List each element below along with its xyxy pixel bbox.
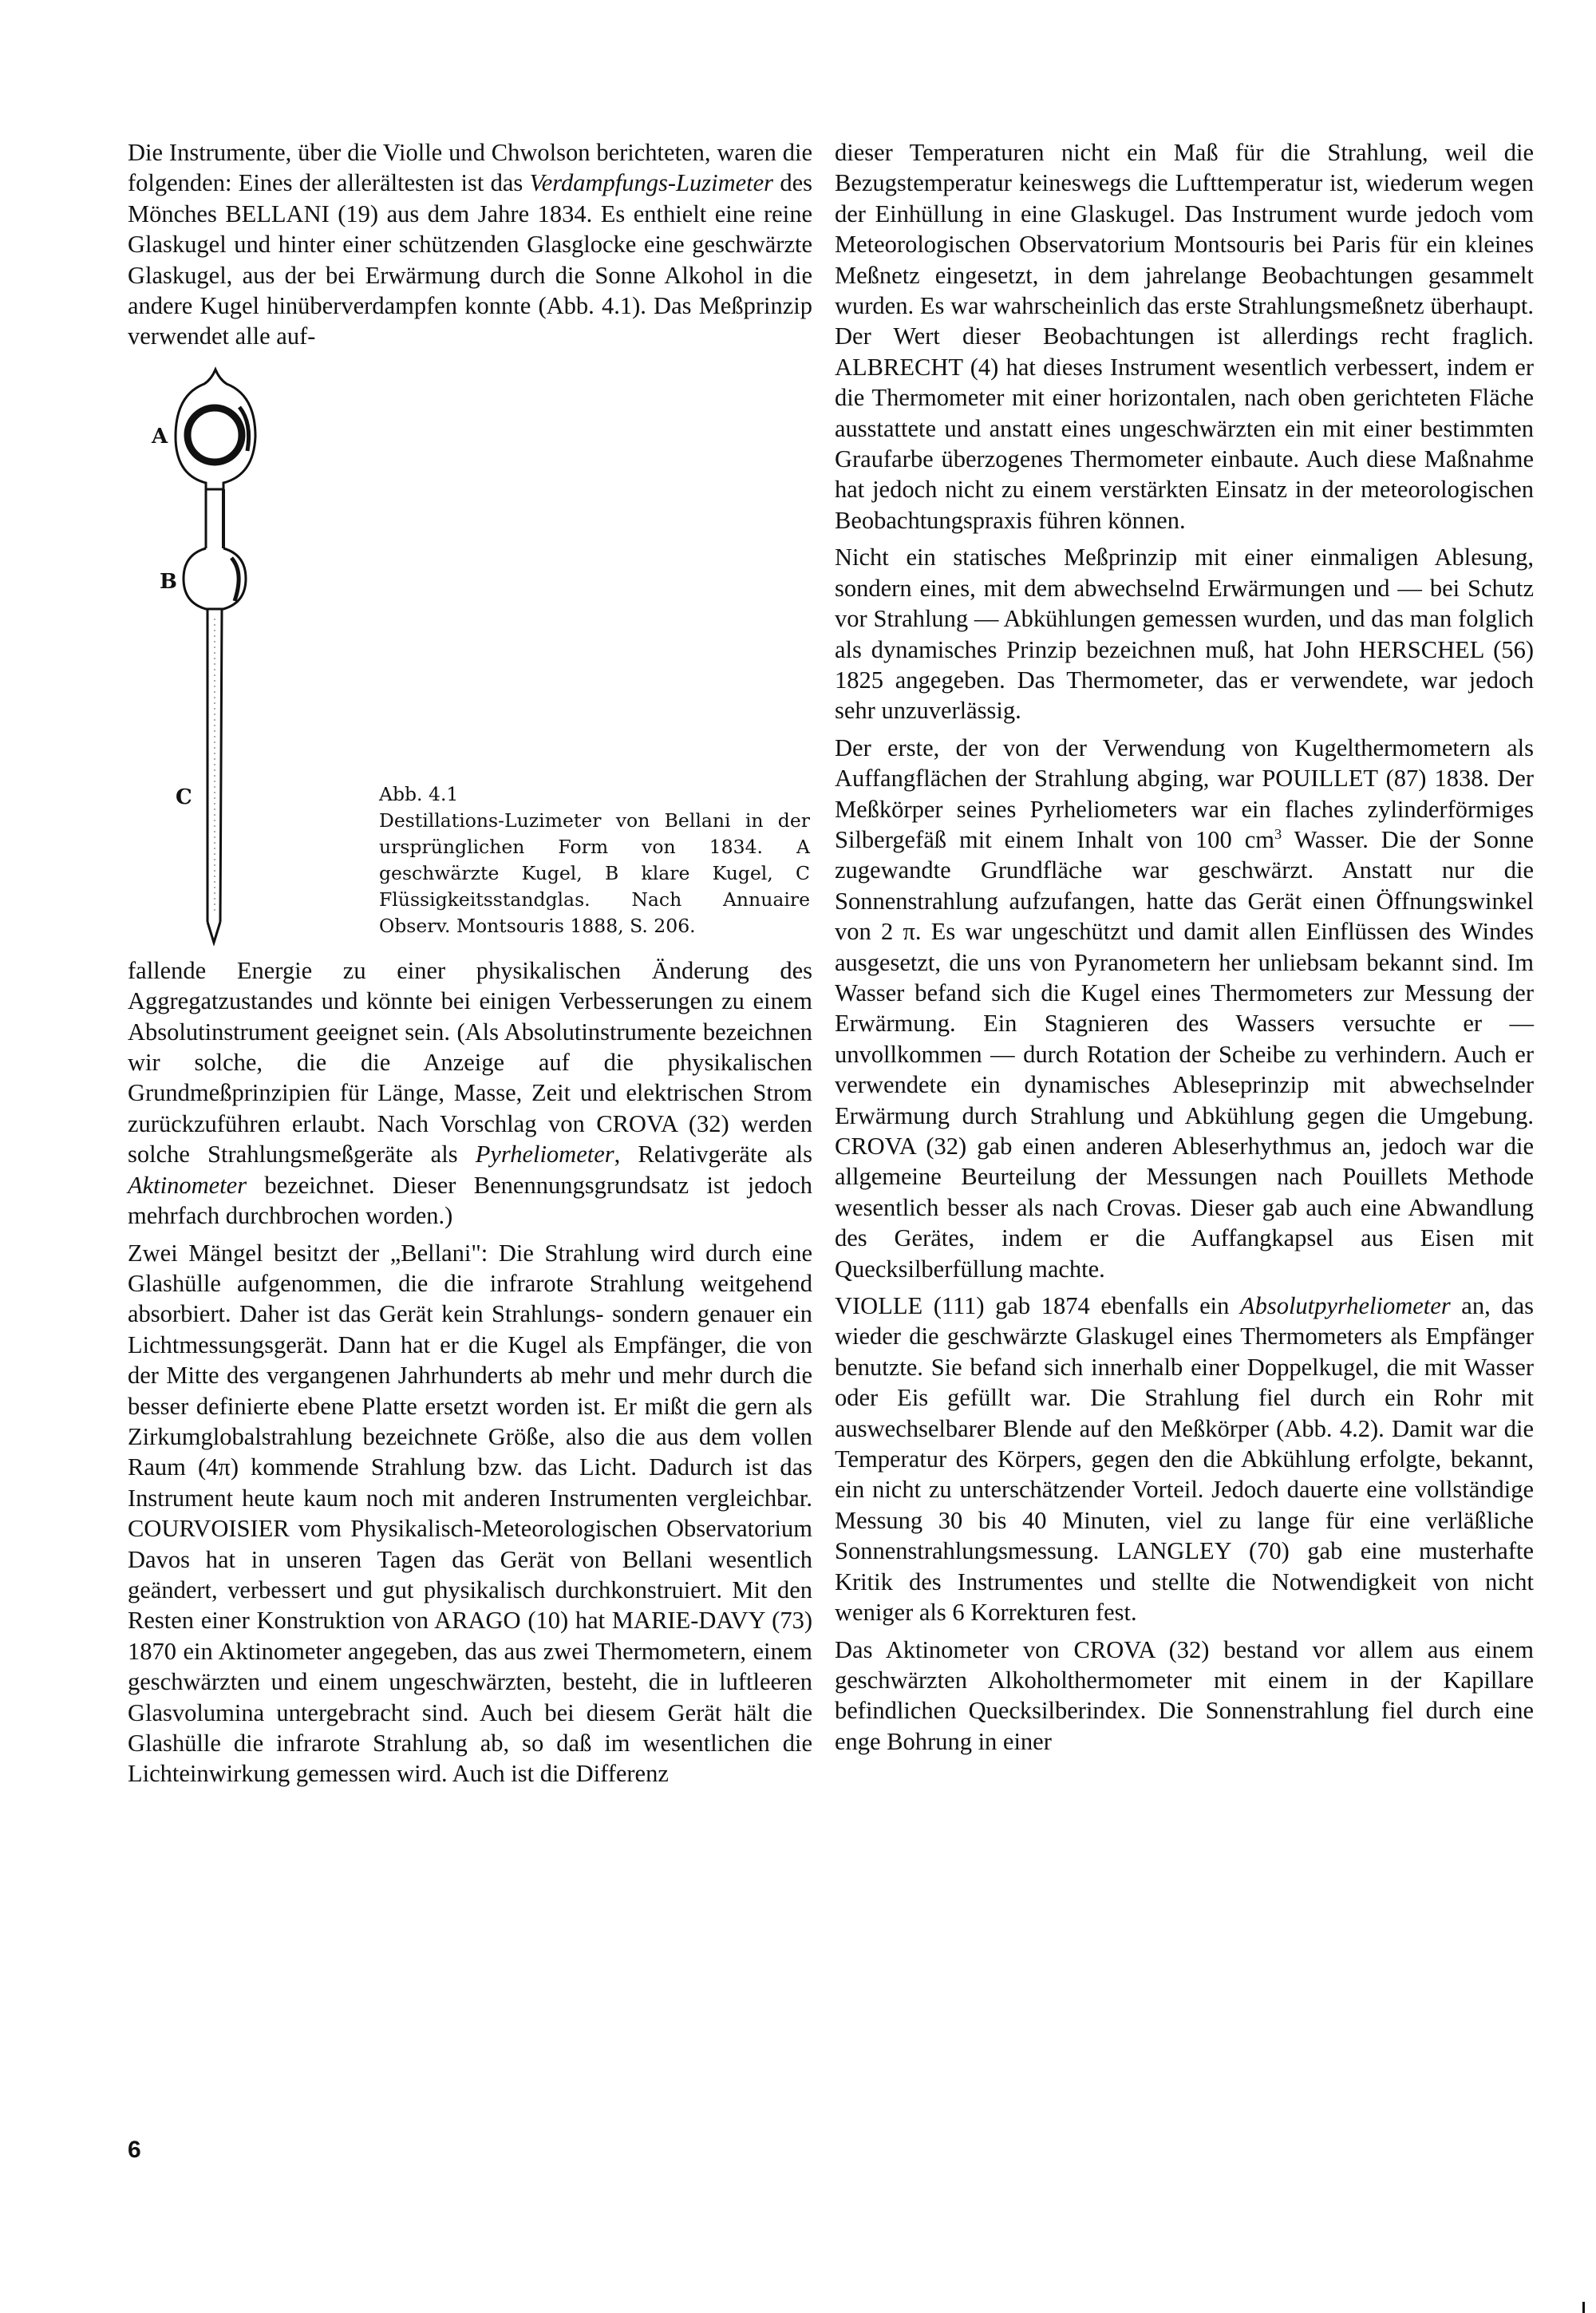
text-run: bezeichnet. Dieser Benennungsgrundsatz ist jedoch mehrfach durchbrochen worden.) (128, 1171, 812, 1230)
paragraph-bellani-intro (128, 137, 812, 352)
text-run: fallende Energie zu einer physikalischen Änderung des Aggregatzustandes und könnte bei einigen Verbesserungen zu einem Absolutinstrument geeignet sein. (Als Absolutinstrumente bezeichnen wir solche, die die Anzeige auf die physikalischen Grundmeßprinzipien für Länge, Masse, Zeit und elektrischen Strom zurückzuführen erlaubt. Nach Vorschlag von CROVA (32) werden solche Strahlungsmeßgeräte als (128, 956, 812, 1168)
term-verdampfungs-luzimeter: Verdampfungs-Luzimeter (529, 169, 774, 197)
page-number: 6 (128, 2137, 141, 2163)
figure-caption-text: Destillations-Luzimeter von Bellani in der ursprünglichen Form von 1834. A geschwärzte Kugel, B klare Kugel, C Flüssigkeitsstandglas. Nach Annuaire Observ. Montsouris 1888, S. 206. (379, 809, 810, 937)
term-aktinometer: Aktinometer (128, 1171, 247, 1199)
text-run: , Relativgeräte als (614, 1141, 812, 1168)
superscript: 3 (1274, 825, 1282, 842)
label-b: B (160, 569, 177, 594)
label-a: A (152, 424, 168, 449)
label-c: C (176, 785, 192, 809)
left-column (128, 137, 812, 1796)
scan-edge-mark (1582, 2302, 1585, 2313)
bulb-b-highlight (231, 558, 239, 601)
text-run: Wasser. Die der Sonne zugewandte Grundfläche war geschwärzt. Anstatt nur die Sonnenstrahlung aufzufangen, hatte das Gerät einen Öffnungswinkel von 2 π. Es war ungeschützt und damit allen Einflüssen des Windes ausgesetzt, die uns von Pyranometern her unliebsam bekannt sind. Im Wasser befand sich die Kugel eines Thermometers zur Messung der Erwärmung. Ein Stagnieren des Wassers versuchte er — unvollkommen — durch Rotation der Scheibe zu verhindern. Auch er verwendete ein dynamisches Ableseprinzip mit abwechselnder Erwärmung durch Strahlung und Abkühlung gegen die Umgebung. CROVA (32) gab einen anderen Ableserhythmus an, jedoch war die allgemeine Beurteilung der Messungen nach Pouillets Methode wesentlich besser als nach Crovas. Dieser gab auch eine Abwandlung des Gerätes, indem er die Auffangkapsel aus Eisen mit Quecksilberfüllung machte. (835, 825, 1534, 1283)
bulb-a-blackened (188, 408, 242, 462)
paragraph-crova-aktinometer: Das Aktinometer von CROVA (32) bestand vor allem aus einem geschwärzten Alkoholthermometer mit einem in der Kapillare befindlichen Quecksilberindex. Die Sonnenstrahlung fiel durch eine enge Bohrung in einer (835, 1635, 1534, 1755)
paragraph-bellani-defects: Zwei Mängel besitzt der „Bellani": Die Strahlung wird durch eine Glashülle aufgenommen, die die infrarote Strahlung weitgehend absorbiert. Daher ist das Gerät kein Strahlungs- sondern genauer ein Lichtmessungsgerät. Dann hat er die Kugel als Empfänger, die von der Mitte des vergangenen Jahrhunderts ab mehr und mehr durch die besser definierte ebene Platte ersetzt worden ist. Er mißt die gern als Zirkumglobalstrahlung bezeichnete Größe, also die aus dem vollen Raum (4π) kommende Strahlung bzw. das Licht. Dadurch ist das Instrument heute kaum noch mit anderen Instrumenten vergleichbar. COURVOISIER vom Physikalisch-Meteorologischen Observatorium Davos hat in unseren Tagen das Gerät von Bellani wesentlich geändert, verbessert und gut physikalisch durchkonstruiert. Mit den Resten einer Konstruktion von ARAGO (10) hat MARIE-DAVY (73) 1870 ein Aktinometer angegeben, das aus zwei Thermometern, einem geschwärzten und einem ungeschwärzten, besteht, die in luftleeren Glasvolumina untergebracht sind. Auch bei diesem Gerät hält die Glashülle die infrarote Strahlung ab, so daß im wesentlichen die Lichteinwirkung gemessen wird. Auch ist die Differenz (128, 1239, 812, 1788)
paragraph-absolute-instruments (128, 955, 812, 1232)
figure-4-1 (128, 358, 812, 949)
term-absolutpyrheliometer: Absolutpyrheliometer (1239, 1292, 1451, 1320)
text-run: VIOLLE (111) gab 1874 ebenfalls ein (835, 1292, 1240, 1320)
figure-caption (379, 781, 810, 939)
tube-tip (207, 922, 220, 943)
paragraph-montsouris-network: dieser Temperaturen nicht ein Maß für die Strahlung, weil die Bezugstemperatur keineswegs die Lufttemperatur ist, wiederum wegen der Einhüllung in eine Glaskugel. Das Instrument wurde jedoch vom Meteorologischen Observatorium Montsouris bei Paris für ein kleines Meßnetz eingesetzt, in dem jahrelange Beobachtungen gesammelt wurden. Es war wahrscheinlich das erste Strahlungsmeßnetz überhaupt. Der Wert dieser Beobachtungen ist allerdings recht fraglich. ALBRECHT (4) hat dieses Instrument wesentlich verbessert, indem er die Thermometer mit einer horizontalen, nach oben gerichteten Fläche ausstattete und anstatt eines ungeschwärzten ein mit einer bestimmten Graufarbe überzogenes Thermometer einbaute. Auch diese Maßnahme hat jedoch nicht zu einem verstärkten Einsatz in der meteorologischen Beobachtungspraxis führen können. (835, 139, 1534, 534)
right-column (835, 137, 1534, 1763)
paragraph-pouillet (835, 733, 1534, 1284)
text-run: des Mönches BELLANI (19) aus dem Jahre 1834. Es enthielt eine reine Glaskugel und hinter einer schützenden Glasglocke eine geschwärzte Glaskugel, aus der bei Erwärmung durch die Sonne Alkohol in die andere Kugel hinüberverdampfen konnte (Abb. 4.1). Das Meßprinzip verwendet alle auf- (128, 169, 812, 350)
term-pyrheliometer: Pyrheliometer (475, 1141, 614, 1168)
text-run: Der erste, der von der Verwendung von Kugelthermometern als Auffangflächen der Strahlung abging, war POUILLET (87) 1838. Der Meßkörper seines Pyrheliometers war ein flaches zylinderförmiges Silbergefäß mit einem Inhalt von 100 cm (835, 733, 1534, 853)
figure-number: Abb. 4.1 (379, 782, 459, 805)
paragraph-violle (835, 1291, 1534, 1627)
bellani-luzimeter-illustration (144, 363, 287, 946)
text-run: an, das wieder die geschwärzte Glaskugel eines Thermometers als Empfänger benutzte. Sie befand sich innerhalb einer Doppelkugel, die mit Wasser oder Eis gefüllt war. Die Strahlung fiel durch ein Rohr mit auswechselbarer Blende auf den Meßkörper (Abb. 4.2). Damit war die Temperatur des Körpers, gegen den die Abkühlung erfolgte, bekannt, ein nicht zu unterschätzender Vorteil. Jedoch dauerte eine vollständige Messung 30 bis 40 Minuten, viel zu lange für eine verläßliche Sonnenstrahlungsmessung. LANGLEY (70) gab eine musterhafte Kritik des Instrumentes und stellte die Notwendigkeit von nicht weniger als 6 Korrekturen fest. (835, 1292, 1534, 1627)
paragraph-herschel: Nicht ein statisches Meßprinzip mit einer einmaligen Ablesung, sondern eines, mit dem abwechselnd Erwärmungen und — bei Schutz vor Strahlung — Abkühlungen gemessen wurden, und das man folglich als dynamisches Prinzip bezeichnen muß, hat John HERSCHEL (56) 1825 angegeben. Das Thermometer, das er verwendete, war jedoch sehr unzuverlässig. (835, 544, 1534, 725)
text-run: Die Instrumente, über die Violle und Chwolson berichteten, waren die folgenden: Eines der allerältesten ist das (128, 139, 812, 197)
